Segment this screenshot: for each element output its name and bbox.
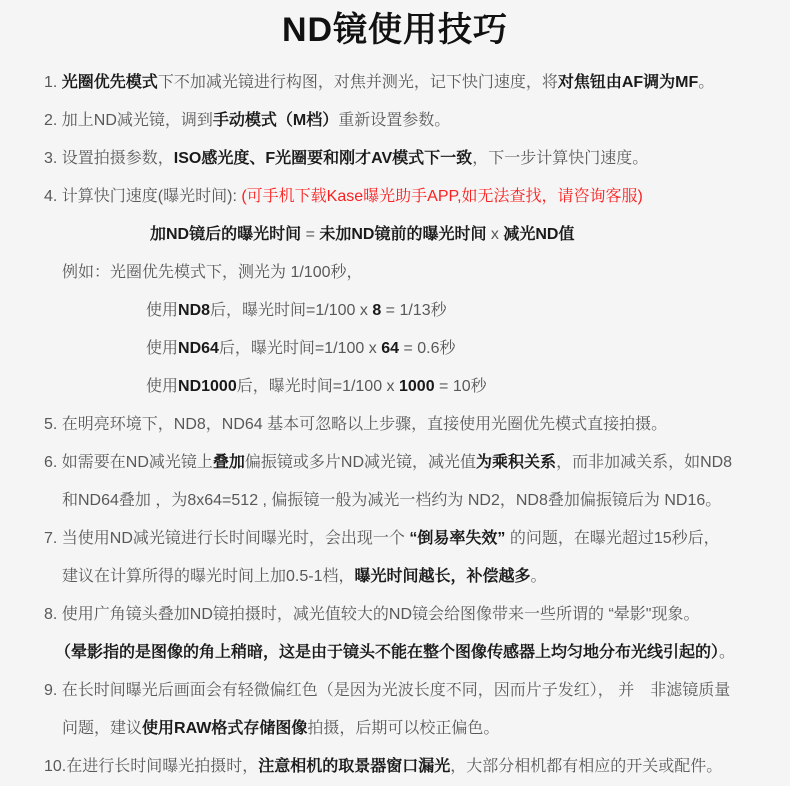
text-segment: = 10秒 xyxy=(434,378,487,395)
text-segment: 偏振镜或多片ND减光镜，减光值 xyxy=(244,454,477,471)
text-segment: ND1000 xyxy=(178,378,237,395)
text-segment: 8. 使用广角镜头叠加ND镜拍摄时，减光值较大的ND镜会给图像带来一些所谓的 “晕影"现象。 xyxy=(44,606,700,623)
text-segment: “倒易率失效” xyxy=(409,530,506,547)
text-segment: 9. 在长时间曝光后画面会有轻微偏红色（是因为光波长度不同，因而片子发红）， 并 非滤镜质量 xyxy=(44,682,731,699)
content-line xyxy=(146,368,774,406)
text-segment: ，下一步计算快门速度。 xyxy=(472,150,649,167)
content xyxy=(0,64,790,786)
text-segment: 注意相机的取景器窗口漏光 xyxy=(258,758,451,775)
text-segment: 减光ND值 xyxy=(503,226,575,243)
content-line xyxy=(62,254,774,292)
text-segment: 后，曝光时间=1/100 x xyxy=(210,302,373,319)
text-segment: 2. 加上ND减光镜，调到 xyxy=(44,112,213,129)
content-line xyxy=(44,140,774,178)
text-segment: = 0.6秒 xyxy=(399,340,456,357)
text-segment: = xyxy=(301,226,320,243)
text-segment: ，大部分相机都有相应的开关或配件。 xyxy=(450,758,723,775)
content-line xyxy=(146,330,774,368)
text-segment: 使用RAW格式存储图像 xyxy=(142,720,308,737)
page-title: ND镜使用技巧 xyxy=(281,11,509,49)
text-segment: 使用 xyxy=(146,302,179,319)
text-segment: 使用 xyxy=(146,340,179,357)
content-line xyxy=(44,748,774,786)
content-line xyxy=(44,178,774,216)
content-line xyxy=(62,482,774,520)
text-segment: x xyxy=(486,226,504,243)
text-segment: 64 xyxy=(381,340,399,357)
text-segment: 曝光时间越长，补偿越多 xyxy=(354,568,531,585)
text-segment: 建议在计算所得的曝光时间上加0.5-1档， xyxy=(62,568,355,585)
text-segment: ND8 xyxy=(178,302,211,319)
content-line xyxy=(44,444,774,482)
content-line xyxy=(146,292,774,330)
text-segment: 下不加减光镜进行构图，对焦并测光，记下快门速度，将 xyxy=(157,74,558,91)
text-segment: 3. 设置拍摄参数， xyxy=(44,150,174,167)
text-segment: 手动模式（M档） xyxy=(212,112,339,129)
content-line xyxy=(44,64,774,102)
text-segment: 。 xyxy=(698,74,715,91)
text-segment: 叠加 xyxy=(212,454,245,471)
content-line xyxy=(62,710,774,748)
content-line xyxy=(44,672,774,710)
content-line xyxy=(55,634,774,672)
text-segment: 5. 在明亮环境下，ND8，ND64 基本可忽略以上步骤，直接使用光圈优先模式直接拍摄。 xyxy=(44,416,668,433)
content-line xyxy=(150,216,774,254)
text-segment: 。 xyxy=(719,644,736,661)
text-segment: 光圈优先模式 xyxy=(61,74,158,91)
text-segment: 。 xyxy=(530,568,547,585)
text-segment: 对焦钮由AF调为MF xyxy=(557,74,699,91)
content-line xyxy=(44,406,774,444)
content-line xyxy=(44,596,774,634)
text-segment: 拍摄，后期可以校正偏色。 xyxy=(307,720,500,737)
text-segment: 使用 xyxy=(146,378,179,395)
text-segment: ISO感光度、F光圈要和刚才AV模式下一致 xyxy=(173,150,473,167)
text-segment: 后，曝光时间=1/100 x xyxy=(236,378,399,395)
text-segment: 1000 xyxy=(399,378,435,395)
text-segment: ND64 xyxy=(178,340,219,357)
text-segment: 后，曝光时间=1/100 x xyxy=(218,340,382,357)
text-segment: 6. 如需要在ND减光镜上 xyxy=(44,454,213,471)
text-segment: （晕影指的是图像的角上稍暗，这是由于镜头不能在整个图像传感器上均匀地分布光线引起的） xyxy=(55,644,720,661)
text-segment: 8 xyxy=(372,302,382,319)
text-segment: 1. xyxy=(44,74,62,91)
text-segment: 加ND镜后的曝光时间 xyxy=(150,226,302,243)
text-segment: ，而非加减关系，如ND8 xyxy=(556,454,733,471)
text-segment: = 1/13秒 xyxy=(381,302,447,319)
text-segment: 为乘积关系 xyxy=(476,454,557,471)
text-segment: 和ND64叠加 ，为8x64=512 , 偏振镜一般为减光一档约为 ND2，ND8叠加偏振镜后为 ND16。 xyxy=(62,492,722,509)
content-line xyxy=(44,520,774,558)
text-segment: 4. 计算快门速度(曝光时间): xyxy=(44,188,242,205)
text-segment: 例如：光圈优先模式下，测光为 1/100秒， xyxy=(62,264,363,281)
content-line xyxy=(62,558,774,596)
text-segment: 7. 当使用ND减光镜进行长时间曝光时，会出现一个 xyxy=(44,530,410,547)
text-segment: 未加ND镜前的曝光时间 xyxy=(319,226,487,243)
text-segment: 问题，建议 xyxy=(62,720,143,737)
content-line xyxy=(44,102,774,140)
text-segment: 重新设置参数。 xyxy=(338,112,451,129)
text-segment: 的问题，在曝光超过15秒后， xyxy=(505,530,720,547)
text-segment: 10.在进行长时间曝光拍摄时， xyxy=(44,758,259,775)
text-segment: (可手机下载Kase曝光助手APP,如无法查找，请咨询客服) xyxy=(241,188,643,205)
